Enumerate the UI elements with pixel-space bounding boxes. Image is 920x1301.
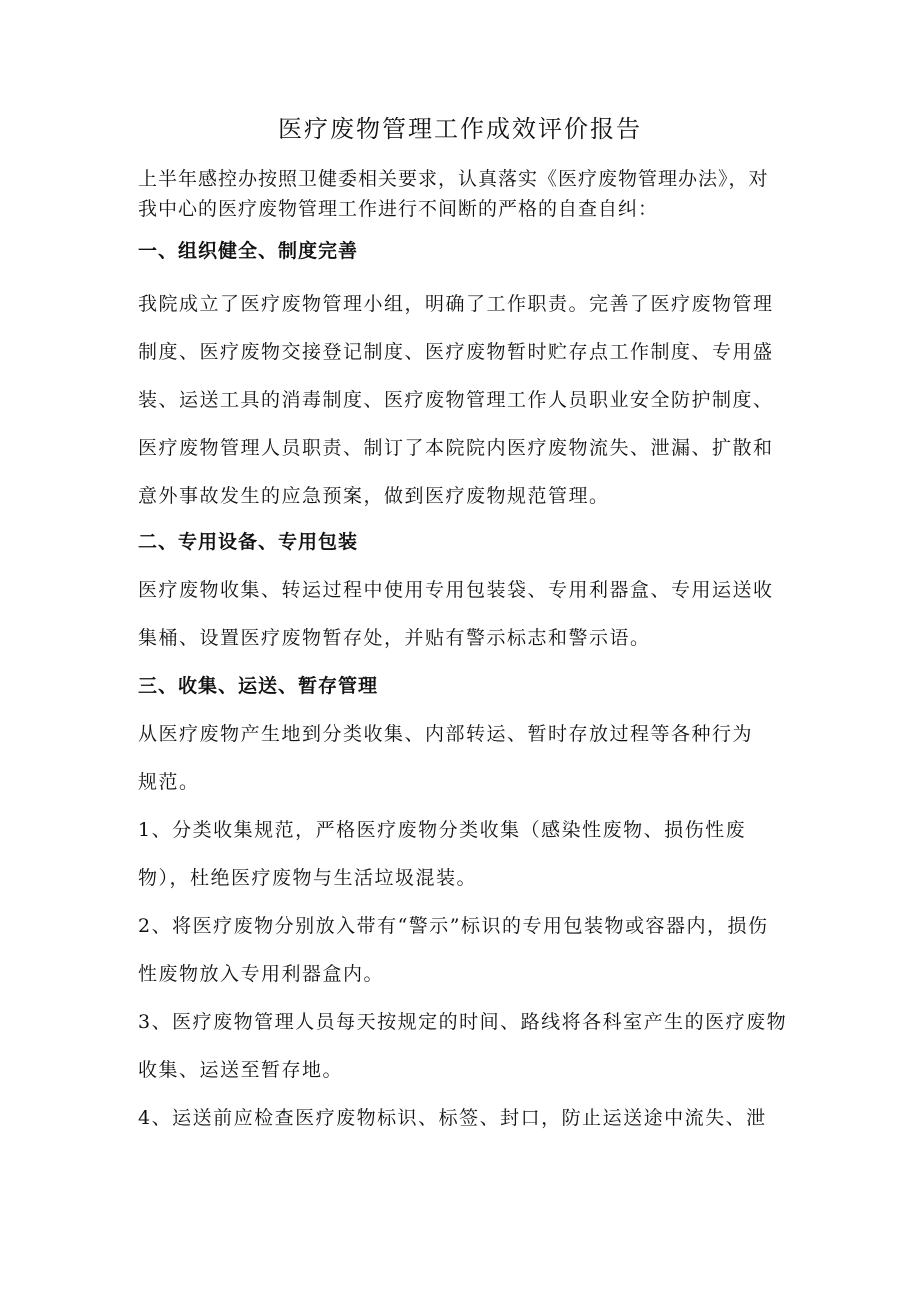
list-item: 3、医疗废物管理人员每天按规定的时间、路线将各科室产生的医疗废物收集、运送至暂存地。	[138, 1011, 788, 1081]
document-title: 医疗废物管理工作成效评价报告	[278, 115, 642, 143]
section-heading-collection: 三、收集、运送、暂存管理	[138, 675, 379, 697]
section-body-collection: 从医疗废物产生地到分类收集、内部转运、暂时存放过程等各种行为规范。	[138, 723, 754, 793]
intro-paragraph: 上半年感控办按照卫健委相关要求，认真落实《医疗废物管理办法》，对我中心的医疗废物管理工作进行不间断的严格的自查自纠：	[138, 168, 769, 220]
section-heading-equipment: 二、专用设备、专用包装	[138, 531, 359, 553]
list-item: 2、将医疗废物分别放入带有“警示”标识的专用包装物或容器内，损伤性废物放入专用利器盒内。	[138, 915, 769, 985]
list-item: 1、分类收集规范，严格医疗废物分类收集（感染性废物、损伤性废物），杜绝医疗废物与生活垃圾混装。	[138, 819, 747, 889]
section-body-equipment: 医疗废物收集、转运过程中使用专用包装袋、专用利器盒、专用运送收集桶、设置医疗废物暂存处，并贴有警示标志和警示语。	[138, 579, 774, 649]
section-body-organization: 我院成立了医疗废物管理小组，明确了工作职责。完善了医疗废物管理制度、医疗废物交接登记制度、医疗废物暂时贮存点工作制度、专用盛装、运送工具的消毒制度、医疗废物管理工作人员职业安全防护制度、医疗废物管理人员职责、制订了本院院内医疗废物流失、泄漏、扩散和意外事故发生的应急预案，做到医疗废物规范管理。	[138, 293, 774, 507]
section-heading-organization: 一、组织健全、制度完善	[138, 240, 359, 262]
list-item: 4、运送前应检查医疗废物标识、标签、封口，防止运送途中流失、泄	[138, 1107, 767, 1129]
